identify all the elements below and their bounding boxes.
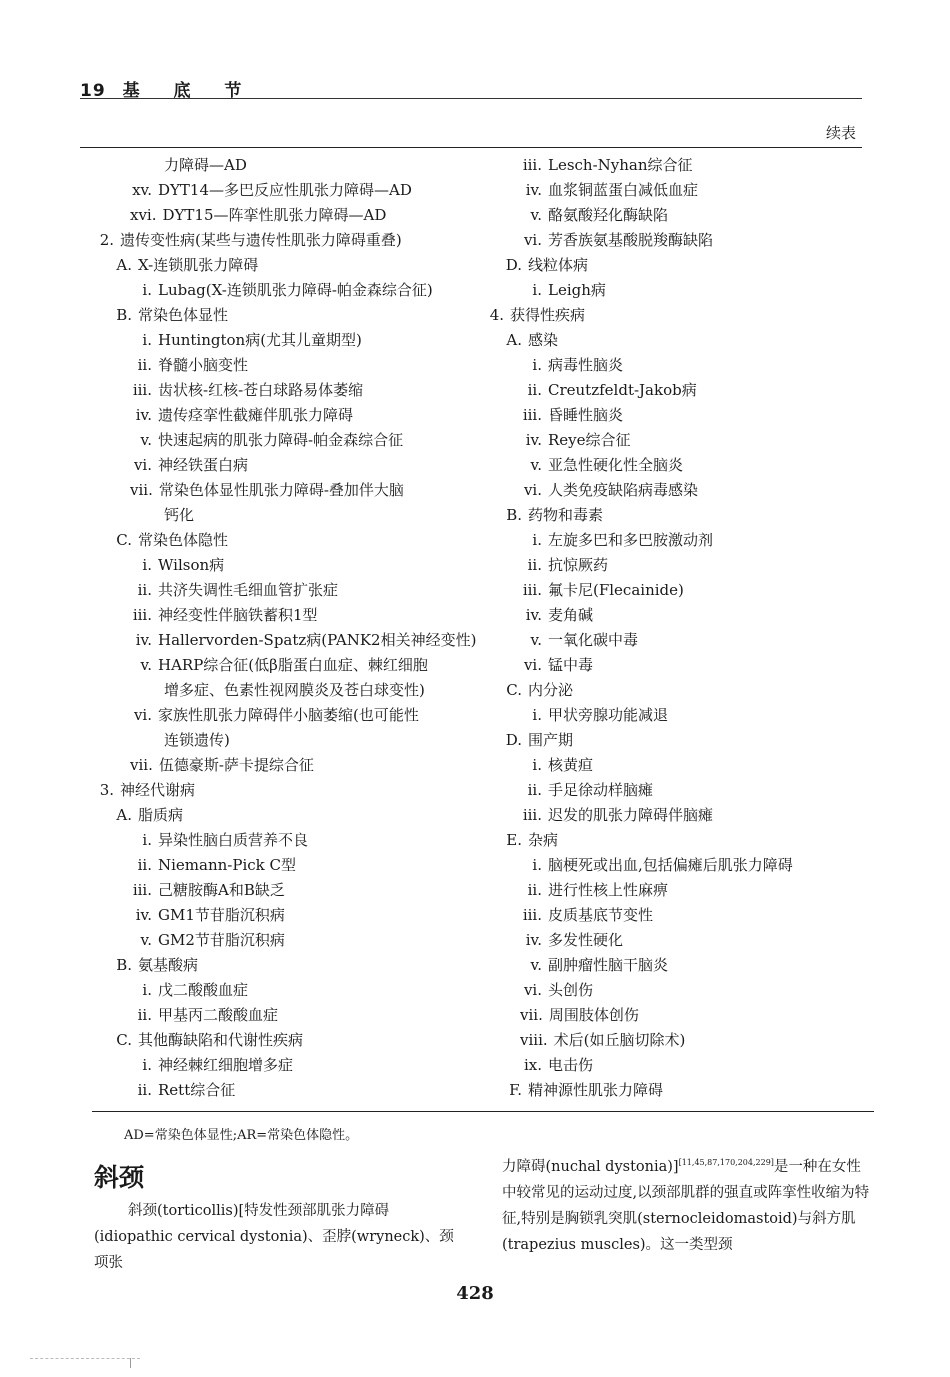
table-row <box>92 678 492 703</box>
table-row <box>482 753 882 778</box>
table-row <box>92 853 492 878</box>
row-text: Rett综合征 <box>158 1081 236 1099</box>
row-text: Reye综合征 <box>548 431 631 449</box>
row-text: 电击伤 <box>548 1056 594 1074</box>
table-row <box>482 453 882 478</box>
row-text: 钙化 <box>164 506 195 524</box>
list-marker: vi. <box>133 706 152 724</box>
row-text: Huntington病(尤其儿童期型) <box>158 331 362 349</box>
table-row <box>482 1028 882 1053</box>
row-text: HARP综合征(低β脂蛋白血症、棘红细胞 <box>158 656 428 674</box>
table-row <box>482 278 882 303</box>
list-marker: i. <box>142 556 152 574</box>
row-text: 常染色体显性 <box>138 306 229 324</box>
list-marker: A. <box>116 806 132 824</box>
table-row <box>92 653 492 678</box>
row-text: 己糖胺酶A和B缺乏 <box>158 881 285 899</box>
row-text: 齿状核-红核-苍白球路易体萎缩 <box>158 381 364 399</box>
list-marker: iii. <box>522 581 542 599</box>
row-text: 线粒体病 <box>528 256 589 274</box>
table-row <box>92 828 492 853</box>
list-marker: C. <box>116 531 132 549</box>
row-text: 围产期 <box>528 731 574 749</box>
table-row <box>482 528 882 553</box>
body-paragraph-left: 斜颈(torticollis)[特发性颈部肌张力障碍(idiopathic cervical dystonia)、歪脖(wryneck)、颈项张 <box>94 1203 454 1271</box>
list-marker: iii. <box>132 381 152 399</box>
row-text: 遗传变性病(某些与遗传性肌张力障碍重叠) <box>120 231 402 249</box>
row-text: 异染性脑白质营养不良 <box>158 831 309 849</box>
table-row <box>482 253 882 278</box>
list-marker: vi. <box>523 481 542 499</box>
row-text: 血浆铜蓝蛋白减低血症 <box>548 181 699 199</box>
table-row <box>482 203 882 228</box>
row-text: 迟发的肌张力障碍伴脑瘫 <box>548 806 714 824</box>
row-text: 头创伤 <box>548 981 594 999</box>
list-marker: iv. <box>135 906 152 924</box>
list-marker: F. <box>509 1081 522 1099</box>
table-row <box>482 803 882 828</box>
table-row <box>92 753 492 778</box>
table-row <box>92 803 492 828</box>
row-text: 药物和毒素 <box>528 506 604 524</box>
list-marker: i. <box>532 281 542 299</box>
list-marker: v. <box>140 431 152 449</box>
list-marker: i. <box>142 831 152 849</box>
list-marker: B. <box>116 306 132 324</box>
row-text: Lubag(X-连锁肌张力障碍-帕金森综合征) <box>158 281 433 299</box>
table-row <box>92 878 492 903</box>
row-text: 常染色体显性肌张力障碍-叠加伴大脑 <box>158 481 404 499</box>
row-text: 脂质病 <box>138 806 184 824</box>
reference-citation: [11,45,87,170,204,229] <box>678 1158 774 1167</box>
table-row <box>92 1028 492 1053</box>
table-row <box>482 903 882 928</box>
table-row <box>482 778 882 803</box>
row-text: 锰中毒 <box>548 656 594 674</box>
table-row <box>92 403 492 428</box>
list-marker: D. <box>505 731 522 749</box>
row-text: DYT15—阵挛性肌张力障碍—AD <box>162 206 387 224</box>
row-text: 戊二酸酸血症 <box>158 981 249 999</box>
row-text: Hallervorden-Spatz病(PANK2相关神经变性) <box>158 631 477 649</box>
list-marker: C. <box>506 681 522 699</box>
list-marker: vii. <box>520 1006 543 1024</box>
list-marker: ix. <box>523 1056 542 1074</box>
table-row <box>482 303 882 328</box>
list-marker: B. <box>116 956 132 974</box>
table-row <box>482 928 882 953</box>
table-row <box>482 728 882 753</box>
row-text: Leigh病 <box>548 281 606 299</box>
row-text: 皮质基底节变性 <box>548 906 654 924</box>
row-text: DYT14—多巴反应性肌张力障碍—AD <box>158 181 412 199</box>
table-row <box>92 578 492 603</box>
row-text: 麦角碱 <box>548 606 594 624</box>
list-marker: ii. <box>137 581 152 599</box>
row-text: 家族性肌张力障碍伴小脑萎缩(也可能性 <box>158 706 419 724</box>
row-text: 脑梗死或出血,包括偏瘫后肌张力障碍 <box>548 856 793 874</box>
list-marker: i. <box>532 856 542 874</box>
table-left-column <box>92 153 492 1103</box>
list-marker: iii. <box>522 906 542 924</box>
list-marker: ii. <box>527 781 542 799</box>
list-marker: ii. <box>137 1006 152 1024</box>
table-row <box>482 328 882 353</box>
row-text: 亚急性硬化性全脑炎 <box>548 456 684 474</box>
table-row <box>482 828 882 853</box>
table-row <box>482 403 882 428</box>
list-marker: i. <box>142 281 152 299</box>
section-title: 斜颈 <box>94 1163 145 1192</box>
table-row <box>482 228 882 253</box>
table-row <box>482 703 882 728</box>
table-row <box>92 203 492 228</box>
header-rule <box>80 98 862 99</box>
list-marker: E. <box>506 831 522 849</box>
list-marker: vii. <box>130 756 153 774</box>
table-row <box>92 1053 492 1078</box>
row-text: 常染色体隐性 <box>138 531 229 549</box>
row-text: 杂病 <box>528 831 559 849</box>
list-marker: ii. <box>137 856 152 874</box>
table-row <box>92 178 492 203</box>
row-text: 昏睡性脑炎 <box>548 406 624 424</box>
table-row <box>92 528 492 553</box>
table-row <box>92 278 492 303</box>
table-row <box>92 153 492 178</box>
list-marker: ii. <box>137 356 152 374</box>
row-text: 遗传痉挛性截瘫伴肌张力障碍 <box>158 406 354 424</box>
table-row <box>92 628 492 653</box>
table-footnote: AD=常染色体显性;AR=常染色体隐性。 <box>124 1128 359 1143</box>
table-row <box>482 878 882 903</box>
row-text: 内分泌 <box>528 681 574 699</box>
list-marker: vii. <box>130 481 153 499</box>
list-marker: D. <box>505 256 522 274</box>
table-row <box>92 503 492 528</box>
table-top-rule <box>80 147 862 148</box>
list-marker: ii. <box>527 381 542 399</box>
row-text: Creutzfeldt-Jakob病 <box>548 381 697 399</box>
body-paragraph-right <box>502 1150 874 1258</box>
table-row <box>482 1078 882 1103</box>
list-marker: i. <box>142 981 152 999</box>
table-row <box>482 953 882 978</box>
list-marker: iv. <box>525 931 542 949</box>
row-text: 感染 <box>528 331 559 349</box>
table-row <box>482 353 882 378</box>
row-text: Niemann-Pick C型 <box>158 856 296 874</box>
table-row <box>92 553 492 578</box>
row-text: 多发性硬化 <box>548 931 624 949</box>
row-text: Lesch-Nyhan综合征 <box>548 156 693 174</box>
table-row <box>92 603 492 628</box>
list-marker: B. <box>506 506 522 524</box>
list-marker: v. <box>530 206 542 224</box>
list-marker: xv. <box>132 181 152 199</box>
table-row <box>482 428 882 453</box>
table-row <box>92 378 492 403</box>
list-marker: A. <box>116 256 132 274</box>
row-text: 病毒性脑炎 <box>548 356 624 374</box>
row-text: 脊髓小脑变性 <box>158 356 249 374</box>
table-row <box>92 353 492 378</box>
list-marker: v. <box>140 931 152 949</box>
list-marker: iii. <box>522 156 542 174</box>
row-text: GM2节苷脂沉积病 <box>158 931 285 949</box>
row-text: 伍德豪斯-萨卡提综合征 <box>158 756 314 774</box>
row-text: 神经棘红细胞增多症 <box>158 1056 294 1074</box>
table-row <box>482 178 882 203</box>
list-marker: i. <box>532 531 542 549</box>
table-row <box>92 903 492 928</box>
table-row <box>92 478 492 503</box>
table-row <box>482 503 882 528</box>
table-row <box>92 703 492 728</box>
list-marker: viii. <box>520 1031 548 1049</box>
list-marker: 4. <box>489 306 504 324</box>
row-text: 氟卡尼(Flecainide) <box>548 581 684 599</box>
list-marker: vi. <box>133 456 152 474</box>
list-marker: iv. <box>525 181 542 199</box>
list-marker: i. <box>142 1056 152 1074</box>
continued-label: 续表 <box>825 124 856 142</box>
list-marker: ii. <box>137 1081 152 1099</box>
row-text: 其他酶缺陷和代谢性疾病 <box>138 1031 304 1049</box>
row-text: 增多症、色素性视网膜炎及苍白球变性) <box>164 681 425 699</box>
row-text: 甲基丙二酸酸血症 <box>158 1006 279 1024</box>
row-text: 酪氨酸羟化酶缺陷 <box>548 206 669 224</box>
list-marker: i. <box>532 356 542 374</box>
table-row <box>482 653 882 678</box>
chapter-number: 19 <box>80 81 106 101</box>
list-marker: v. <box>140 656 152 674</box>
list-marker: iv. <box>525 431 542 449</box>
list-marker: iv. <box>525 606 542 624</box>
list-marker: vi. <box>523 981 542 999</box>
table-row <box>482 603 882 628</box>
row-text: 抗惊厥药 <box>548 556 609 574</box>
list-marker: i. <box>532 756 542 774</box>
table-row <box>92 303 492 328</box>
row-text: 周围肢体创伤 <box>548 1006 639 1024</box>
list-marker: i. <box>142 331 152 349</box>
list-marker: iv. <box>135 406 152 424</box>
page-number: 428 <box>456 1283 494 1304</box>
row-text: 手足徐动样脑瘫 <box>548 781 654 799</box>
list-marker: vi. <box>523 231 542 249</box>
list-marker: 3. <box>99 781 114 799</box>
table-row <box>482 628 882 653</box>
table-row <box>92 328 492 353</box>
table-row <box>482 1053 882 1078</box>
row-text: 精神源性肌张力障碍 <box>528 1081 664 1099</box>
row-text: 副肿瘤性脑干脑炎 <box>548 956 669 974</box>
table-row <box>92 428 492 453</box>
table-bottom-rule <box>92 1111 874 1112</box>
table-row <box>482 853 882 878</box>
table-right-column <box>482 153 882 1103</box>
row-text: Wilson病 <box>158 556 225 574</box>
scan-edge-mark <box>30 1358 140 1359</box>
list-marker: v. <box>530 956 542 974</box>
scan-edge-tick <box>130 1358 131 1368</box>
table-row <box>482 578 882 603</box>
row-text: 快速起病的肌张力障碍-帕金森综合征 <box>158 431 404 449</box>
row-text: 进行性核上性麻痹 <box>548 881 669 899</box>
table-row <box>92 253 492 278</box>
list-marker: ii. <box>527 881 542 899</box>
row-text: 获得性疾病 <box>510 306 586 324</box>
row-text: GM1节苷脂沉积病 <box>158 906 285 924</box>
list-marker: vi. <box>523 656 542 674</box>
table-row <box>92 778 492 803</box>
row-text: 人类免疫缺陷病毒感染 <box>548 481 699 499</box>
row-text: 神经代谢病 <box>120 781 196 799</box>
list-marker: v. <box>530 631 542 649</box>
row-text: 核黄疸 <box>548 756 594 774</box>
table-row <box>482 678 882 703</box>
table-row <box>482 1003 882 1028</box>
list-marker: iv. <box>135 631 152 649</box>
list-marker: ii. <box>527 556 542 574</box>
table-row <box>92 978 492 1003</box>
row-text: X-连锁肌张力障碍 <box>138 256 259 274</box>
row-text: 一氧化碳中毒 <box>548 631 639 649</box>
paragraph-continuation: 是一种在女性中较常见的运动过度,以颈部肌群的强直或阵挛性收缩为特征,特别是胸锁乳突肌(sternocleidomastoid)与斜方肌(trapezius muscles)。这一类型颈 <box>502 1158 870 1253</box>
table-row <box>482 478 882 503</box>
row-text: 神经变性伴脑铁蓄积1型 <box>158 606 318 624</box>
list-marker: iii. <box>522 406 542 424</box>
paragraph-start: 力障碍(nuchal dystonia)] <box>502 1158 679 1175</box>
table-row <box>92 728 492 753</box>
list-marker: xvi. <box>130 206 157 224</box>
list-marker: C. <box>116 1031 132 1049</box>
row-text: 左旋多巴和多巴胺激动剂 <box>548 531 714 549</box>
chapter-title: 基 底 节 <box>122 81 256 101</box>
list-marker: v. <box>530 456 542 474</box>
table-row <box>92 1003 492 1028</box>
table-row <box>482 153 882 178</box>
list-marker: iii. <box>132 881 152 899</box>
table-row <box>92 1078 492 1103</box>
row-text: 神经铁蛋白病 <box>158 456 249 474</box>
row-text: 芳香族氨基酸脱羧酶缺陷 <box>548 231 714 249</box>
row-text: 术后(如丘脑切除术) <box>553 1031 686 1049</box>
list-marker: iii. <box>522 806 542 824</box>
row-text: 共济失调性毛细血管扩张症 <box>158 581 339 599</box>
row-text: 甲状旁腺功能减退 <box>548 706 669 724</box>
row-text: 连锁遗传) <box>164 731 230 749</box>
row-text: 氨基酸病 <box>138 956 199 974</box>
table-row <box>92 228 492 253</box>
list-marker: 2. <box>99 231 114 249</box>
table-row <box>482 378 882 403</box>
list-marker: i. <box>532 706 542 724</box>
table-row <box>92 928 492 953</box>
table-row <box>482 978 882 1003</box>
row-text: 力障碍—AD <box>164 156 247 174</box>
table-row <box>92 453 492 478</box>
list-marker: iii. <box>132 606 152 624</box>
list-marker: A. <box>506 331 522 349</box>
table-row <box>92 953 492 978</box>
table-row <box>482 553 882 578</box>
